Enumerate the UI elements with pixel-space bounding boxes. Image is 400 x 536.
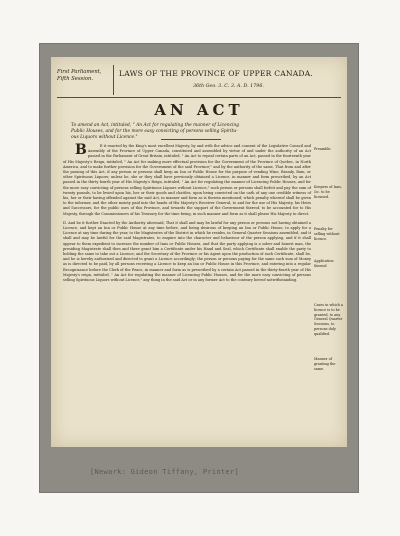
paragraph-1 xyxy=(63,144,311,217)
paragraph-2: II. And be it further Enacted by the Authority aforesaid, That it shall and may be lawful for any person or persons not having obtained a Licence, and kept an Inn or Public House at any time before, and being desirous of keeping an Inn or Public House, to apply for a Licence at any time during the year, to the Magistrates of the District in which he resides, in General Quarter Sessions assembled, and it shall and may be lawful for the said Magistrates, to enquire into the character and behaviour of the person applying, and if it shall appear to them expedient to increase the number of Inns or Public Houses, and that the party applying is a sober and honest man, the presiding Magistrate shall then and there grant him a Certificate under his Hand and Seal, which Certificate shall enable the party to holding the same to take out a Licence; and the Secretary of the Province or his Agent upon the production of such Certificate, shall be, and he is hereby authorized and directed to grant a Licence accordingly; the person or persons paying for the same such sum of Money as is directed to be paid, by all persons receiving a Licence to keep an Inn or Public House in this Province, and entering into a regular Recognizance before the Clerk of the Peace, in manner and form as is prescribed by a certain Act passed in the thirty-fourth year of His Majesty's reign, intituled, " An Act for regulating the manner of Licencing Public Houses, and for the more easy convicting of persons selling Spirituous Liquors without Licence," any thing in the said Act or in any former Act to the contrary hereof notwithstanding. xyxy=(63,220,311,283)
margin-note-manner: Manner of granting the same. xyxy=(314,357,336,371)
margin-note-application: Application thereof. xyxy=(314,259,334,268)
drop-cap: B xyxy=(75,142,87,158)
act-body xyxy=(63,144,311,285)
intro-line: ous Liquors without Licence." xyxy=(71,135,138,140)
pencil-inscription: [Newark: Gideon Tiffany, Printer] xyxy=(90,468,239,476)
parliament-label: First Parliament, xyxy=(57,69,102,75)
header-divider xyxy=(113,65,114,95)
session-label: Fifth Session. xyxy=(57,76,93,82)
paragraph-1-text: E it enacted by the King's most excellent Majesty, by and with the advice and consent of the Legislative Council and Assembly of the Province of Upper Canada, constituted and assembled by virtue of and under the authority of an Act passed in the Parliament of Great Britain, intituled, " An Act to repeal certain parts of an Act, passed in the fourteenth year of His Majesty's Reign, intituled, " An Act for making more effectual provision for the Government of the Province of Quebec, in North America, and to make further provision for the Government of the said Province;" and by the authority of the same, That from and after the passing of this Act, if any person or persons shall keep an Inn or Public House for the purpose of vending Wine, Brandy, Rum, or other Spirituous Liquors; unless he, she or they shall have previously obtained a Licence, in manner and form prescribed, by an Act passed in the thirty fourth year of His Majesty's Reign, intituled, " An Act for regulating the manner of Licencing Public Houses, and for the more easy convicting of persons selling Spirituous Liquors without Licence," such person or persons shall forfeit and pay the sum of twenty pounds, to be levied upon his, her or their goods and chattles, upon being convicted on the oath of any one credible witness of his, her or their having offended against the said Act, in manner and form as is therein mentioned; which penalty whereof shall be given to the informer, and the other moiety paid into the hands of His Majesty's Receiver General, to and for the use of His Majesty, his Heirs and Successors, for the public uses of this Province, and towards the support of the Government thereof, to be accounted for to His Majesty, through the Commissioners of his Treasury for the time being, in such manner and form as it shall please His Majesty to direct. xyxy=(63,144,311,216)
act-heading: AN ACT xyxy=(154,101,244,119)
section-rule xyxy=(161,139,221,140)
page-header xyxy=(57,63,341,98)
margin-note-penalty: Penalty for selling without licence. xyxy=(314,227,340,241)
parliament-session xyxy=(57,69,109,83)
margin-note-keepers: Keepers of Inns, &c. to be licensed. xyxy=(314,185,342,199)
statute-citation: 36th Geo. 3. C. 3. A. D. 1796. xyxy=(193,84,264,89)
margin-note-preamble: Preamble. xyxy=(314,147,332,151)
intro-line: To amend an Act, intituled, " An Act for regulating the manner of Licencing xyxy=(71,123,240,128)
laws-title: LAWS OF THE PROVINCE OF UPPER CANADA. xyxy=(119,69,314,78)
intro-line: Public Houses, and for the more easy convicting of persons selling Spiritu- xyxy=(71,129,238,134)
document-page xyxy=(51,57,347,447)
margin-note-cases: Cases in which a licence is to be granted, to any General Quarter Sessions, to persons duly qualified. xyxy=(314,303,343,336)
